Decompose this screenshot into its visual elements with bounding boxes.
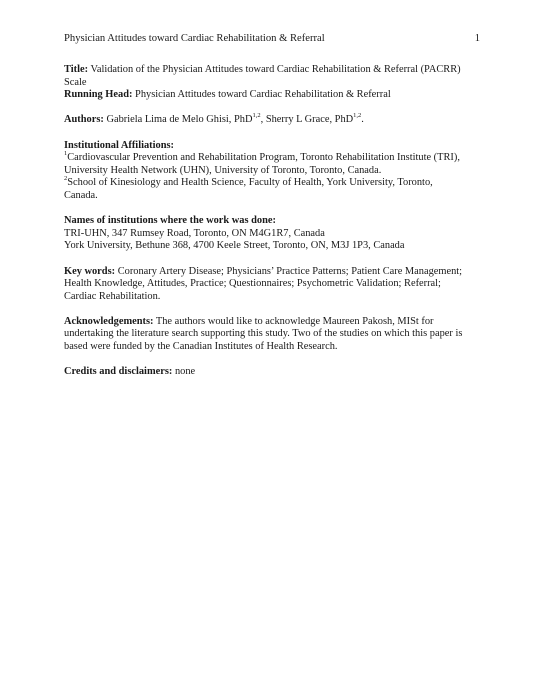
affiliation-2-line2: Canada.: [64, 189, 98, 201]
credits-text: none: [174, 366, 196, 378]
running-head-label: Running Head:: [64, 89, 133, 101]
running-head-text: Physician Attitudes toward Cardiac Rehabilitation & Referral: [135, 89, 391, 101]
acknowledgements-line1: The authors would like to acknowledge Maureen Pakosh, MISt for: [155, 315, 434, 327]
institutions-section: [64, 215, 484, 253]
affiliations-section: [64, 140, 484, 203]
affiliation-2-line1: School of Kinesiology and Health Science, Faculty of Health, York University, Toronto,: [67, 177, 433, 189]
authors-label: Authors:: [64, 114, 104, 126]
credits-section: [64, 366, 484, 379]
affiliation-2-mark: 2: [64, 174, 68, 182]
acknowledgements-label: Acknowledgements:: [64, 315, 154, 327]
acknowledgements-line2: undertaking the literature search supporting this study. Two of the studies on which this paper is: [64, 328, 463, 340]
title-page-content: [64, 64, 484, 391]
credits-label: Credits and disclaimers:: [64, 366, 173, 378]
acknowledgements-section: [64, 316, 484, 354]
authors-section: [64, 111, 484, 127]
author-2-name: Sherry L Grace, PhD: [265, 114, 354, 126]
acknowledgements-line3: based were funded by the Canadian Institutes of Health Research.: [64, 341, 338, 353]
page-number: 1: [474, 33, 480, 44]
author-1-name: Gabriela Lima de Melo Ghisi, PhD: [106, 114, 253, 126]
title-label: Title:: [64, 64, 89, 75]
institution-line1: TRI-UHN, 347 Rumsey Road, Toronto, ON M4G1R7, Canada: [64, 227, 325, 239]
affiliation-1-line2: University Health Network (UHN), University of Toronto, Toronto, Canada.: [64, 164, 382, 176]
author-2-affiliation-mark: 1,2: [353, 111, 362, 119]
title-text-line2: Scale: [64, 76, 87, 88]
institutions-label: Names of institutions where the work was done:: [64, 215, 276, 227]
authors-separator: ,: [260, 114, 266, 126]
authors-terminator: .: [361, 114, 364, 126]
title-text-line1: Validation of the Physician Attitudes toward Cardiac Rehabilitation & Referral (PACRR): [90, 64, 461, 75]
title-section: [64, 64, 484, 102]
keywords-section: [64, 266, 484, 304]
affiliation-1-mark: 1: [64, 149, 68, 157]
keywords-line3: Cardiac Rehabilitation.: [64, 290, 161, 302]
author-1-affiliation-mark: 1,2: [252, 111, 261, 119]
running-header-title: Physician Attitudes toward Cardiac Rehabilitation & Referral: [64, 33, 325, 44]
institution-line2: York University, Bethune 368, 4700 Keele Street, Toronto, ON, M3J 1P3, Canada: [64, 240, 405, 252]
keywords-line1: Coronary Artery Disease; Physicians’ Practice Patterns; Patient Care Management;: [117, 265, 463, 277]
affiliation-1-line1: Cardiovascular Prevention and Rehabilitation Program, Toronto Rehabilitation Institute (TRI),: [67, 152, 460, 164]
affiliations-label: Institutional Affiliations:: [64, 139, 174, 151]
keywords-line2: Health Knowledge, Attitudes, Practice; Questionnaires; Psychometric Validation; Referral;: [64, 278, 441, 290]
keywords-label: Key words:: [64, 265, 116, 277]
